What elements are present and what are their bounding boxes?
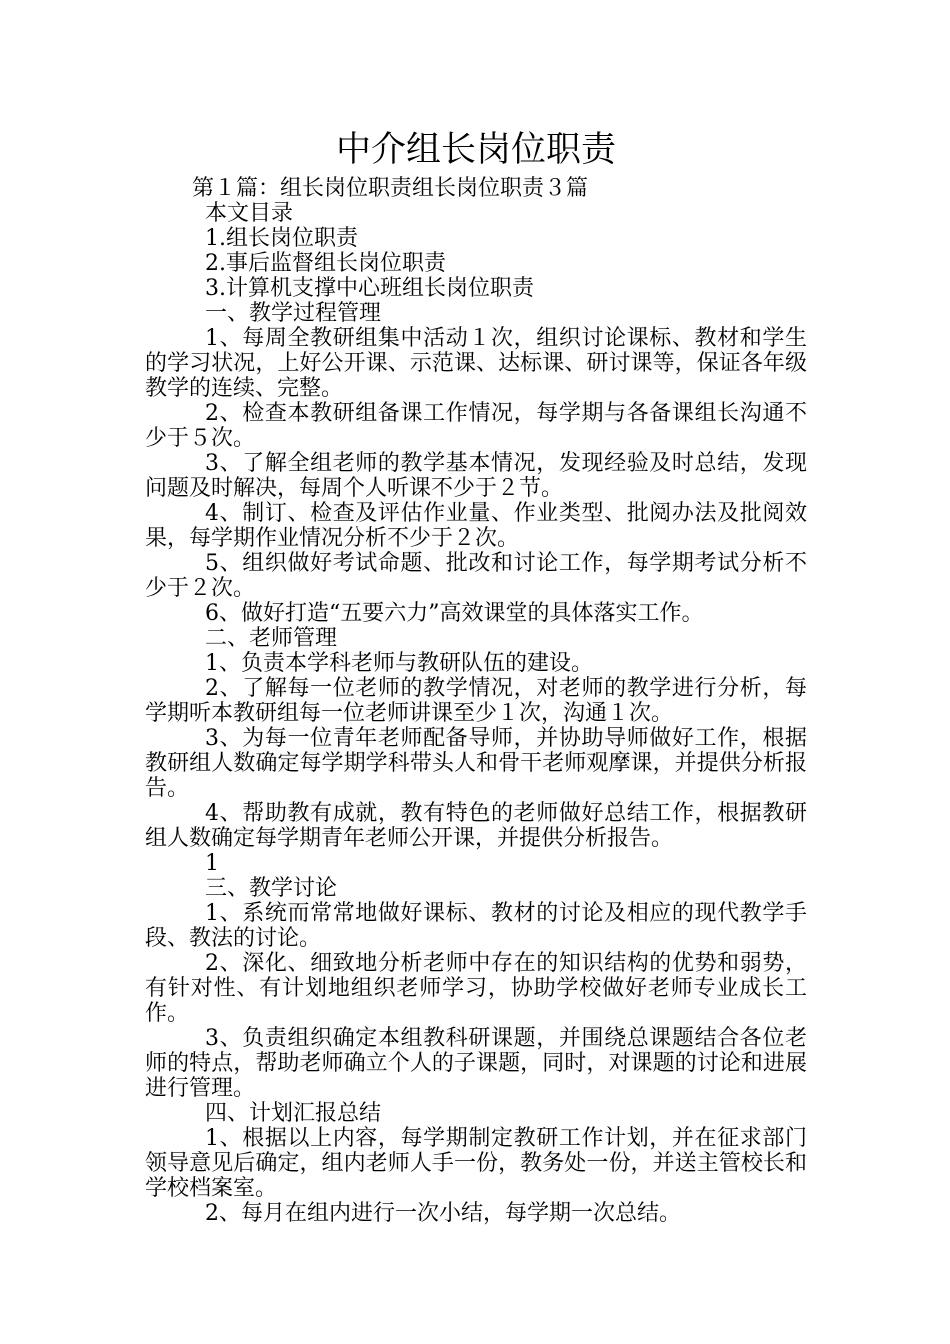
section-heading: 二、老师管理: [205, 626, 338, 651]
paragraph: 3、了解全组老师的教学基本情况，发现经验及时总结，发现问题及时解决，每周个人听课不少于２节。: [145, 451, 807, 501]
section-heading: 四、计划汇报总结: [205, 1101, 382, 1126]
paragraph: 4、帮助教有成就，教有特色的老师做好总结工作，根据教研组人数确定每学期青年老师公开课，并提供分析报告。: [145, 801, 807, 851]
paragraph: 1、每周全教研组集中活动１次，组织讨论课标、教材和学生的学习状况，上好公开课、示范课、达标课、研讨课等，保证各年级教学的连续、完整。: [145, 326, 807, 401]
paragraph: 1、根据以上内容，每学期制定教研工作计划，并在征求部门领导意见后确定，组内老师人手一份，教务处一份，并送主管校长和学校档案室。: [145, 1126, 807, 1201]
document-subtitle: 第１篇：组长岗位职责组长岗位职责３篇: [192, 176, 589, 201]
page-number: 1: [205, 851, 219, 876]
paragraph: 4、制订、检查及评估作业量、作业类型、批阅办法及批阅效果，每学期作业情况分析不少于２次。: [145, 501, 807, 551]
paragraph: 3、负责组织确定本组教科研课题，并围绕总课题结合各位老师的特点，帮助老师确立个人的子课题，同时，对课题的讨论和进展进行管理。: [145, 1026, 807, 1101]
toc-item: 1.组长岗位职责: [205, 226, 358, 251]
document-title: 中介组长岗位职责: [335, 130, 616, 170]
paragraph: 1、系统而常常地做好课标、教材的讨论及相应的现代教学手段、教法的讨论。: [145, 901, 807, 951]
paragraph: 2、深化、细致地分析老师中存在的知识结构的优势和弱势，有针对性、有计划地组织老师学习，协助学校做好老师专业成长工作。: [145, 951, 807, 1026]
toc-heading: 本文目录: [205, 201, 294, 226]
paragraph: 3、为每一位青年老师配备导师，并协助导师做好工作，根据教研组人数确定每学期学科带头人和骨干老师观摩课，并提供分析报告。: [145, 726, 807, 801]
document-page: [145, 128, 807, 1226]
section-heading: 一、教学过程管理: [205, 301, 382, 326]
paragraph: 6、做好打造“五要六力”高效课堂的具体落实工作。: [205, 601, 704, 626]
paragraph: 2、了解每一位老师的教学情况，对老师的教学进行分析，每学期听本教研组每一位老师讲课至少１次，沟通１次。: [145, 676, 807, 726]
paragraph: 5、组织做好考试命题、批改和讨论工作，每学期考试分析不少于２次。: [145, 551, 807, 601]
paragraph: 1、负责本学科老师与教研队伍的建设。: [205, 651, 593, 676]
section-heading: 三、教学讨论: [205, 876, 338, 901]
paragraph: 2、每月在组内进行一次小结，每学期一次总结。: [205, 1201, 681, 1226]
toc-item: 3.计算机支撑中心班组长岗位职责: [205, 276, 534, 301]
paragraph: 2、检查本教研组备课工作情况，每学期与各备课组长沟通不少于５次。: [145, 401, 807, 451]
toc-item: 2.事后监督组长岗位职责: [205, 251, 446, 276]
